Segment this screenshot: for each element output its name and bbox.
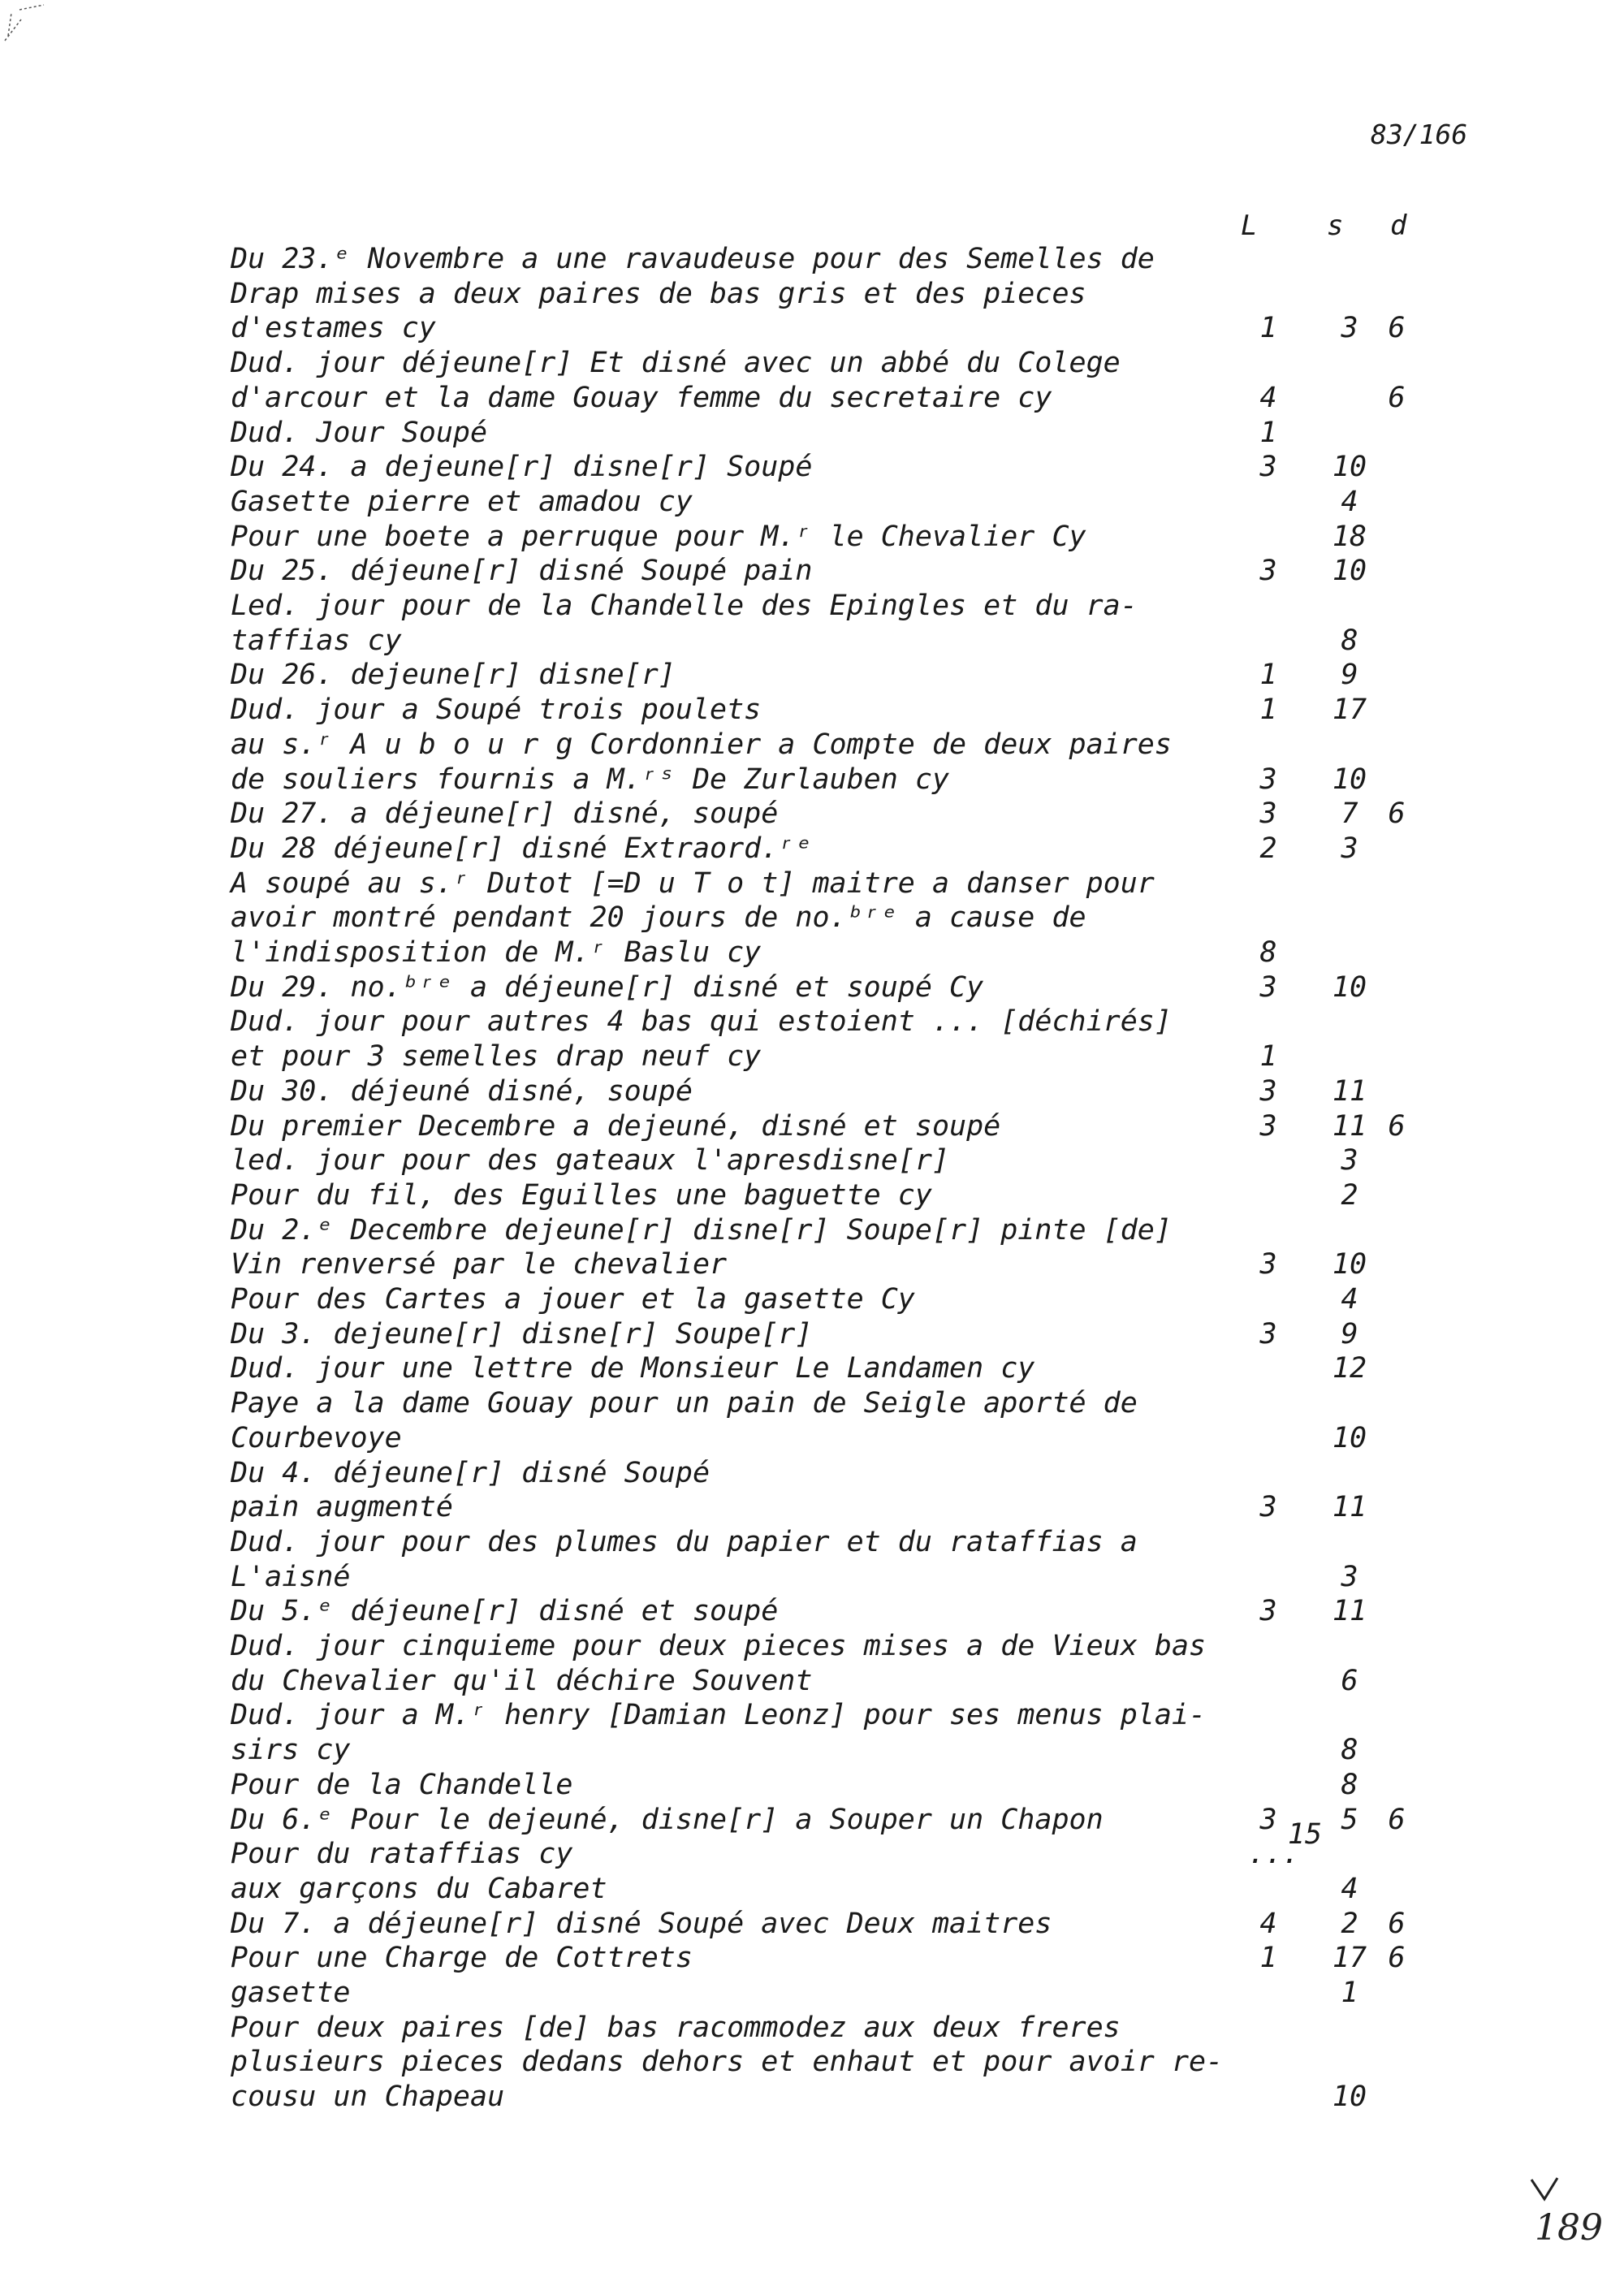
amount-sols: 5 [1341, 1804, 1358, 1836]
amount-sols: 3 [1341, 1144, 1358, 1177]
amount-sols: 8 [1341, 1769, 1358, 1801]
ledger-line: Pour une boete a perruque pour M.ʳ le Chevalier Cy [231, 521, 1086, 553]
ledger-line: Du 24. a dejeune[r] disne[r] Soupé [231, 451, 813, 483]
ledger-line: Du 28 déjeune[r] disné Extraord.ʳᵉ [231, 832, 813, 865]
ledger-line: Led. jour pour de la Chandelle des Epingles et du ra- [231, 590, 1138, 622]
amount-livres: 3 [1259, 1075, 1277, 1108]
amount-sols: 10 [1332, 555, 1367, 587]
amount-sols: 3 [1341, 312, 1358, 344]
amount-sols: 1 [1341, 1977, 1358, 2009]
amount-sols: 10 [1332, 971, 1367, 1004]
amount-sols: 9 [1341, 659, 1358, 691]
ledger-line: et pour 3 semelles drap neuf cy [231, 1040, 762, 1073]
ledger-line: Gasette pierre et amadou cy [231, 486, 693, 518]
amount-livres: 3 [1259, 971, 1277, 1004]
ledger-line: avoir montré pendant 20 jours de no.ᵇʳᵉ a cause de [231, 901, 1086, 934]
ledger-line: Du 5.ᵉ déjeune[r] disné et soupé [231, 1595, 779, 1627]
amount-sols: 4 [1341, 486, 1358, 518]
amount-sols: 11 [1332, 1491, 1367, 1523]
amount-livres: 1 [1259, 417, 1277, 449]
ledger-line: Du 29. no.ᵇʳᵉ a déjeune[r] disné et soupé Cy [231, 971, 984, 1004]
ledger-line: au s.ʳ A u b o u r g Cordonnier a Compte de deux paires [231, 728, 1172, 761]
amount-sols: 10 [1332, 763, 1367, 796]
column-head-sols: s [1327, 210, 1344, 242]
ledger-line: Pour du fil, des Eguilles une baguette cy [231, 1179, 932, 1212]
amount-subtotal-note: 15 [1287, 1818, 1323, 1851]
column-head-deniers: d [1390, 210, 1407, 242]
amount-sols: 9 [1341, 1318, 1358, 1350]
amount-deniers: 6 [1388, 312, 1406, 344]
ledger-line: Du premier Decembre a dejeuné, disné et soupé [231, 1110, 1001, 1143]
ledger-line: Du 26. dejeune[r] disne[r] [231, 659, 676, 691]
amount-sols: 17 [1332, 1942, 1367, 1974]
ledger-line: Courbevoye [231, 1422, 402, 1454]
ledger-line: sirs cy [231, 1734, 351, 1766]
amount-sols: 4 [1341, 1283, 1358, 1316]
ledger-line: Du 23.ᵉ Novembre a une ravaudeuse pour des Semelles de [231, 243, 1155, 275]
ledger-line: led. jour pour des gateaux l'apresdisne[r] [231, 1144, 950, 1177]
amount-livres: 2 [1259, 832, 1277, 865]
ledger-line: Dud. jour pour autres 4 bas qui estoient ... [déchirés] [231, 1005, 1172, 1038]
amount-sols: 8 [1341, 1734, 1358, 1766]
amount-deniers: 6 [1388, 1942, 1406, 1974]
amount-deniers: 6 [1388, 1804, 1406, 1836]
ledger-line: Du 4. déjeune[r] disné Soupé [231, 1457, 710, 1489]
ledger-line: aux garçons du Cabaret [231, 1873, 607, 1905]
column-head-livres: L [1241, 210, 1258, 242]
ledger-line: Du 3. dejeune[r] disne[r] Soupe[r] [231, 1318, 813, 1350]
ledger-line: plusieurs pieces dedans dehors et enhaut et pour avoir re- [231, 2046, 1224, 2078]
amount-sols: 3 [1341, 1561, 1358, 1593]
ledger-line: Dud. jour cinquieme pour deux pieces mises a de Vieux bas [231, 1630, 1207, 1662]
amount-sols: 11 [1332, 1595, 1367, 1627]
amount-livres: 3 [1259, 1595, 1277, 1627]
amount-deniers: 6 [1388, 1110, 1406, 1143]
ledger-line: Pour deux paires [de] bas racommodez aux deux freres [231, 2012, 1121, 2044]
ledger-line: Dud. jour pour des plumes du papier et du rataffias a [231, 1526, 1138, 1558]
ledger-line: d'estames cy [231, 312, 436, 344]
amount-livres: 1 [1259, 1040, 1277, 1073]
amount-sols: 12 [1332, 1352, 1367, 1385]
amount-livres: 4 [1259, 382, 1277, 414]
amount-sols: 4 [1341, 1873, 1358, 1905]
ledger-line: Pour de la Chandelle [231, 1769, 573, 1801]
amount-livres: 3 [1259, 1110, 1277, 1143]
amount-livres: 3 [1259, 555, 1277, 587]
amount-sols: 11 [1332, 1075, 1367, 1108]
amount-sols: 10 [1332, 1248, 1367, 1281]
amount-livres: 3 [1259, 1491, 1277, 1523]
amount-livres: 1 [1259, 659, 1277, 691]
amount-sols: 2 [1341, 1908, 1358, 1940]
ledger-line: Pour du rataffias cy [231, 1838, 573, 1870]
handwritten-page-number: 189 [1535, 2207, 1603, 2249]
ledger-line: Dud. jour a M.ʳ henry [Damian Leonz] pour ses menus plai- [231, 1699, 1207, 1731]
amount-deniers: 6 [1388, 382, 1406, 414]
amount-livres: 8 [1259, 936, 1277, 969]
ledger-line: Du 25. déjeune[r] disné Soupé pain [231, 555, 813, 587]
ledger-line: Dud. jour a Soupé trois poulets [231, 694, 762, 726]
ledger-line: Drap mises a deux paires de bas gris et des pieces [231, 278, 1086, 310]
amount-livres: 1 [1259, 1942, 1277, 1974]
ledger-line: taffias cy [231, 624, 402, 657]
ledger-line: Pour une Charge de Cottrets [231, 1942, 693, 1974]
amount-sols: 6 [1341, 1665, 1358, 1697]
amount-livres: 1 [1259, 694, 1277, 726]
ledger-line: pain augmenté [231, 1491, 453, 1523]
amount-sols: 18 [1332, 521, 1367, 553]
ledger-line: cousu un Chapeau [231, 2081, 505, 2113]
amount-sols: 10 [1332, 1422, 1367, 1454]
amount-livres: 3 [1259, 451, 1277, 483]
ledger-line: A soupé au s.ʳ Dutot [=D u T o t] maitre a danser pour [231, 867, 1155, 900]
amount-livres: 3 [1259, 1804, 1277, 1836]
ledger-line: L'aisné [231, 1561, 351, 1593]
corner-scratch-mark [3, 3, 60, 44]
ledger-line: Du 30. déjeuné disné, soupé [231, 1075, 693, 1108]
amount-deniers: 6 [1388, 1908, 1406, 1940]
ledger-line: l'indisposition de M.ʳ Baslu cy [231, 936, 762, 969]
amount-sols: 11 [1332, 1110, 1367, 1143]
amount-sols: 3 [1341, 832, 1358, 865]
ledger-line: Paye a la dame Gouay pour un pain de Seigle aporté de [231, 1387, 1138, 1420]
check-mark-icon [1528, 2176, 1561, 2202]
amount-sols: 17 [1332, 694, 1367, 726]
amount-sols: 2 [1341, 1179, 1358, 1212]
amount-sols: 7 [1341, 797, 1358, 830]
ledger-line: Dud. jour une lettre de Monsieur Le Landamen cy [231, 1352, 1035, 1385]
ledger-line: de souliers fournis a M.ʳˢ De Zurlauben cy [231, 763, 950, 796]
ledger-line: Du 6.ᵉ Pour le dejeuné, disne[r] a Souper un Chapon [231, 1804, 1104, 1836]
amount-livres: 3 [1259, 763, 1277, 796]
ledger-line: Vin renversé par le chevalier [231, 1248, 728, 1281]
ledger-line: Du 7. a déjeune[r] disné Soupé avec Deux maitres [231, 1908, 1052, 1940]
amount-livres: 3 [1259, 1248, 1277, 1281]
amount-sols: 10 [1332, 2081, 1367, 2113]
ledger-line: Dud. Jour Soupé [231, 417, 488, 449]
amount-sols: 10 [1332, 451, 1367, 483]
amount-livres: 1 [1259, 312, 1277, 344]
ledger-line: Pour des Cartes a jouer et la gasette Cy [231, 1283, 915, 1316]
ledger-line: Dud. jour déjeune[r] Et disné avec un abbé du Colege [231, 347, 1121, 379]
amount-deniers: 6 [1388, 797, 1406, 830]
ledger-line: Du 2.ᵉ Decembre dejeune[r] disne[r] Soupe[r] pinte [de] [231, 1214, 1172, 1247]
amount-livres: ... [1248, 1838, 1300, 1870]
ledger-line: Du 27. a déjeune[r] disné, soupé [231, 797, 779, 830]
amount-livres: 3 [1259, 1318, 1277, 1350]
amount-livres: 3 [1259, 797, 1277, 830]
page-folio: 83/166 [1371, 119, 1468, 150]
amount-sols: 8 [1341, 624, 1358, 657]
ledger-line: du Chevalier qu'il déchire Souvent [231, 1665, 813, 1697]
amount-livres: 4 [1259, 1908, 1277, 1940]
ledger-line: gasette [231, 1977, 351, 2009]
ledger-line: d'arcour et la dame Gouay femme du secretaire cy [231, 382, 1052, 414]
